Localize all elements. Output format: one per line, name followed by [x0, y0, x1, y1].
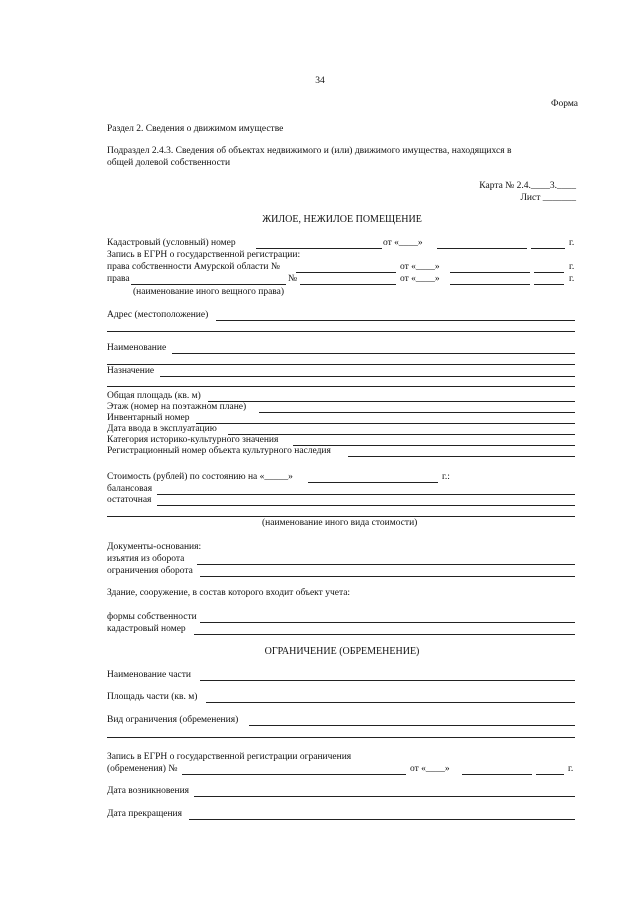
part-area-line[interactable] — [206, 702, 575, 703]
right-label: права — [107, 274, 130, 284]
book-value-line[interactable] — [157, 494, 575, 495]
cadastral-year-suffix: г. — [569, 238, 575, 248]
cadastral-number-label: Кадастровый (условный) номер — [107, 238, 236, 248]
ownership-date-from: от «____» — [400, 262, 440, 272]
floor-line[interactable] — [259, 412, 575, 413]
cadastral-date-year-line[interactable] — [531, 248, 565, 249]
address-line-2[interactable] — [107, 331, 575, 332]
egrn-restriction-number-line[interactable] — [182, 774, 406, 775]
right-date-from: от «____» — [400, 274, 440, 284]
heading-premises: ЖИЛОЕ, НЕЖИЛОЕ ПОМЕЩЕНИЕ — [262, 214, 422, 225]
part-area-label: Площадь части (кв. м) — [107, 692, 198, 702]
commission-date-line[interactable] — [228, 434, 575, 435]
heading-encumbrance: ОГРАНИЧЕНИЕ (ОБРЕМЕНЕНИЕ) — [264, 646, 420, 657]
restriction-label: ограничения оборота — [107, 566, 193, 576]
egrn-restriction-line-2: (обременения) № — [107, 764, 178, 774]
subsection-line-1: Подраздел 2.4.3. Сведения об объектах недвижимого и (или) движимого имущества, находящихся в — [107, 146, 512, 156]
right-name-line[interactable] — [131, 284, 286, 285]
basis-docs-label: Документы-основания: — [107, 542, 202, 552]
part-name-line[interactable] — [200, 680, 575, 681]
part-name-label: Наименование части — [107, 670, 192, 680]
end-date-line[interactable] — [189, 819, 575, 820]
egrn-restriction-line-1: Запись в ЕГРН о государственной регистрации ограничения — [107, 752, 352, 762]
other-cost-note: (наименование иного вида стоимости) — [262, 518, 418, 528]
ownership-form-label: формы собственности — [107, 612, 197, 622]
inventory-number-label: Инвентарный номер — [107, 413, 190, 423]
cadastral-number-2-line[interactable] — [194, 634, 575, 635]
section-title: Раздел 2. Сведения о движимом имуществе — [107, 124, 284, 134]
subsection-line-2: общей долевой собственности — [107, 158, 231, 168]
right-date-month-line[interactable] — [450, 284, 530, 285]
right-number-sign: № — [288, 274, 298, 284]
ownership-year-suffix: г. — [569, 262, 575, 272]
egrn-record-label: Запись в ЕГРН о государственной регистрации: — [107, 250, 301, 260]
card-number: Карта № 2.4.____3.____ — [479, 181, 576, 191]
page-number: 34 — [315, 76, 325, 86]
ownership-right-line[interactable] — [296, 272, 396, 273]
egrn-restriction-year-line[interactable] — [536, 774, 564, 775]
egrn-restriction-year-suffix: г. — [568, 764, 574, 774]
start-date-label: Дата возникновения — [107, 786, 190, 796]
other-right-note: (наименование иного вещного права) — [133, 287, 285, 297]
restriction-type-line-2[interactable] — [107, 737, 575, 738]
withdrawal-label: изъятия из оборота — [107, 554, 185, 564]
heritage-category-label: Категория историко-культурного значения — [107, 435, 279, 445]
cost-date-line[interactable] — [308, 482, 438, 483]
right-number-line[interactable] — [300, 284, 396, 285]
cost-year-suffix: г.: — [442, 472, 450, 482]
address-label: Адрес (местоположение) — [107, 310, 209, 320]
name-line-2[interactable] — [107, 364, 575, 365]
total-area-label: Общая площадь (кв. м) — [107, 391, 201, 401]
ownership-form-line[interactable] — [200, 622, 575, 623]
book-value-label: балансовая — [107, 484, 153, 494]
sheet-number: Лист _______ — [520, 193, 576, 203]
end-date-label: Дата прекращения — [107, 809, 183, 819]
cadastral-date-from: от «____» — [383, 238, 423, 248]
ownership-date-year-line[interactable] — [534, 272, 564, 273]
restriction-type-label: Вид ограничения (обременения) — [107, 715, 239, 725]
floor-label: Этаж (номер на поэтажном плане) — [107, 402, 247, 412]
residual-value-line[interactable] — [157, 505, 575, 506]
cadastral-number-line[interactable] — [256, 248, 382, 249]
cadastral-date-month-line[interactable] — [437, 248, 527, 249]
ownership-right-label: права собственности Амурской области № — [107, 262, 280, 272]
restriction-type-line-1[interactable] — [249, 725, 575, 726]
heritage-category-line[interactable] — [293, 445, 575, 446]
heritage-reg-number-line[interactable] — [348, 456, 575, 457]
restriction-line[interactable] — [200, 576, 575, 577]
cost-as-of-label: Стоимость (рублей) по состоянию на «_____» — [107, 472, 293, 482]
egrn-restriction-date-from: от «____» — [410, 764, 450, 774]
cadastral-number-2-label: кадастровый номер — [107, 624, 186, 634]
egrn-restriction-month-line[interactable] — [462, 774, 532, 775]
name-label: Наименование — [107, 343, 167, 353]
start-date-line[interactable] — [194, 796, 575, 797]
other-cost-line[interactable] — [107, 516, 575, 517]
commission-date-label: Дата ввода в эксплуатацию — [107, 424, 217, 434]
purpose-label: Назначение — [107, 366, 155, 376]
withdrawal-line[interactable] — [197, 564, 575, 565]
total-area-line[interactable] — [208, 401, 575, 402]
purpose-line-1[interactable] — [160, 376, 575, 377]
right-date-year-line[interactable] — [534, 284, 564, 285]
address-line-1[interactable] — [216, 320, 575, 321]
inventory-number-line[interactable] — [196, 423, 575, 424]
heritage-reg-number-label: Регистрационный номер объекта культурного наследия — [107, 446, 331, 456]
building-intro: Здание, сооружение, в состав которого входит объект учета: — [107, 588, 351, 598]
ownership-date-month-line[interactable] — [450, 272, 530, 273]
residual-value-label: остаточная — [107, 495, 152, 505]
purpose-line-2[interactable] — [107, 386, 575, 387]
name-line-1[interactable] — [172, 353, 575, 354]
right-year-suffix: г. — [569, 274, 575, 284]
form-label: Форма — [550, 99, 578, 109]
